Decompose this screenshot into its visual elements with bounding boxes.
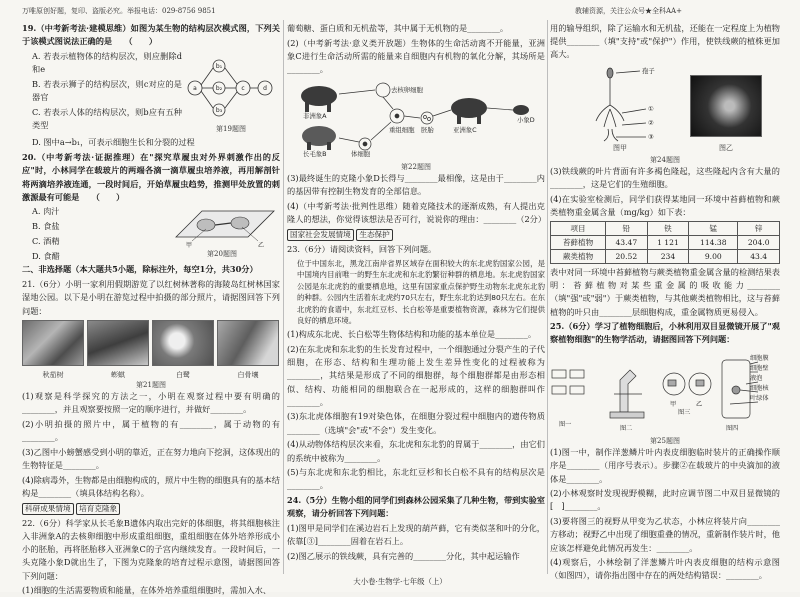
label-view-b: 乙 [696, 401, 703, 409]
metal-content-table [550, 221, 780, 264]
photo-fern [690, 75, 762, 137]
label-view-a: 甲 [670, 401, 677, 409]
table-header-cell: 锌 [738, 221, 780, 235]
svg-text:a: a [193, 84, 197, 92]
photo-egret [152, 320, 214, 366]
section-2-heading: 二、非选择题（本大题共5小题，除标注外，每空1分，共30分） [22, 264, 258, 275]
label-part-3: ③ [648, 133, 654, 142]
q22-part-3: (3)最终诞生的克隆小象D长得与________最相像，这是由于________内的基因带有控制生物发育的全部信息。 [287, 173, 545, 197]
svg-text:b₁: b₁ [215, 62, 223, 70]
label-part-2: ② [648, 119, 654, 128]
tag-label: 培育克隆象 [76, 503, 120, 515]
cloning-diagram [287, 78, 545, 158]
q23-tags [287, 228, 545, 241]
table-cell: 204.0 [738, 235, 780, 249]
figure-label: 图乙 [719, 144, 733, 153]
q19-option-b: B. 若表示狮子的结构层次，则c对应的是器官 [32, 78, 182, 103]
figure-label: 图四 [726, 425, 739, 433]
label-recombined-cell: 重组细胞 [389, 125, 415, 134]
column-1 [22, 22, 280, 596]
label-elephant-c: 亚洲象C [453, 125, 477, 134]
q19-option-d: D. 图中a→b₁，可表示细胞生长和分裂的过程 [32, 136, 195, 147]
table-cell: 20.52 [606, 249, 648, 263]
table-row [551, 249, 780, 263]
table-header-cell: 项目 [551, 221, 606, 235]
structure-level-diagram [185, 52, 277, 124]
q21-part-3: (3)乙图中小螃蟹感受到小明的靠近，正在努力地向下挖洞，这体现出的生物特征是________。 [22, 446, 280, 470]
photo-mangrove-tree [22, 320, 84, 366]
label-elephant-a: 非洲象A [303, 111, 327, 120]
reading-material: 位于中国东北，黑龙江南岸省界区域存在面积较大的东北虎豹国家公园，是中国境内目前唯一的野生东北虎和东北豹繁衍种群的栖息地。东北虎豹国家公园是东北虎豹的重要栖息地，这里有国家重点保护野生动物东北虎东北豹的种群。公园内生活着东北虎约70只左右，野生东北豹达到80只左右。在东北虎豹的食谱中，东北红豆杉、长白松等是重要植物资源，森林为它们提供良好的栖息环境。 [297, 258, 545, 326]
q25-part-4: (4)观察后，小林绘制了洋葱鳞片叶内表皮细胞的结构示意图（如图四），请你指出图中存在的两处结构错误：________。 [550, 557, 780, 581]
label-mammoth-b: 长毛象B [303, 149, 327, 158]
figure-label: 图二 [620, 425, 633, 433]
svg-text:乙: 乙 [258, 242, 265, 250]
cell-part-labels [750, 354, 769, 404]
table-header-cell: 铁 [647, 221, 689, 235]
label-calf-d: 小象D [517, 115, 535, 124]
label-somatic-cell: 体细胞 [351, 149, 371, 158]
table-header-row [551, 221, 780, 235]
q24-figure [550, 63, 780, 155]
svg-text:c: c [241, 84, 245, 92]
svg-text:b₃: b₃ [215, 106, 223, 114]
q22-part-1-cont: 葡萄糖、蛋白质和无机盐等，其中属于无机物的是________。 [287, 23, 509, 33]
slide-diagram [162, 207, 277, 249]
q23-part-5: (5)与东北虎和东北豹相比，东北红豆杉和长白松不具有的结构层次是________。 [287, 467, 545, 491]
table-cell: 43.4 [738, 249, 780, 263]
q24-part-4-text: 表中对同一环境中苔藓植物与蕨类植物重金属含量的检测结果表明：苔藓植物对某些重金属的吸收能力________（填"强"或"弱"）于蕨类植物，与其他蕨类植物相比，这与苔藓植物的叶只由________层细胞构成，重金属物质更易侵入。 [550, 266, 780, 317]
column-divider [283, 20, 284, 574]
question-21: 21.（6分）小明一家利用假期游览了以红树林著称的海陵岛红树林国家湿地公园。以下是小明在游览过程中拍摄的部分照片，请据图回答下列问题： [22, 279, 280, 316]
q22-part-1: (1)细胞的生活需要物质和能量，在体外培养重组细胞时，需加入水、 [22, 585, 272, 596]
table-cell: 234 [647, 249, 689, 263]
svg-text:d: d [263, 84, 267, 92]
q21-part-4: (4)除病毒外，生物都是由细胞构成的，照片中生物的细胞具有的基本结构是________（填具体结构名称）。 [22, 474, 280, 498]
q24-part-2: (2)图乙展示的铁线蕨，具有完善的________分化，其中起运输作 [287, 550, 520, 561]
q24-part-2-cont: 用的输导组织，除了运输水和无机盐，还能在一定程度上为植物提供________（填"支持"或"保护"）作用，使铁线蕨的植株更加高大。 [550, 23, 780, 60]
figure-caption: 第20题图 [207, 250, 237, 259]
photo-label: 蟛蜞 [111, 370, 125, 379]
cell-label: 叶绿体 [750, 395, 769, 403]
table-header-cell: 铅 [606, 221, 648, 235]
moss-diagram [570, 65, 680, 145]
q19-option-a: A. 若表示植物体的结构层次，则应删除d和e [32, 50, 182, 75]
label-part-1: ① [648, 105, 654, 114]
q20-option-c: C. 酒精 [32, 235, 60, 246]
q21-part-2: (2)小明拍摄的照片中，属于植物的有________，属于动物的有________。 [22, 418, 280, 443]
table-cell: 9.00 [689, 249, 738, 263]
q25-figure [550, 348, 780, 436]
q23-part-2: (2)在东北虎和东北豹的生长发育过程中，一个细胞通过分裂产生的子代细胞，在形态、结构和生理功能上发生差异性变化的过程被称为________，其结果是形成了不同的细胞群，每个细胞群都是由形态相似、结构、功能相同的细胞联合在一起形成的，这样的细胞群叫作________。 [287, 343, 545, 407]
cell-label: 细胞核 [750, 385, 769, 393]
resource-note: 教辅资源，关注公众号★全科AA+ [575, 7, 682, 15]
figure-caption: 第22题图 [401, 163, 431, 172]
figure-label: 图甲 [613, 144, 627, 153]
q23-part-4: (4)从动物体结构层次来看，东北虎和东北豹的胃属于________，由它们的系统中被称为________。 [287, 439, 545, 463]
question-19: 19.（中考新考法·建模思维）如图为某生物的结构层次模式图，下列关于该模式图说法正确的是 （ ） [22, 23, 280, 47]
cell-label: 细胞壁 [750, 365, 769, 373]
q22-part-2: (2)（中考新考法·意义类开放题）生物体的生命活动离不开能量，亚洲象C进行生命活动所需的能量来自细胞内有机物的氧化分解，其场所是________。 [287, 37, 545, 75]
table-cell: 1 121 [647, 235, 689, 249]
q25-part-1: (1)图一中，制作洋葱鳞片叶内表皮细胞临时装片的正确操作顺序是________（用序号表示）。步骤②在载玻片的中央滴加的液体是________。 [550, 447, 780, 484]
q24-part-1: (1)图甲是同学们在溪边岩石上发现的葫芦藓，它有类似茎和叶的分化，依靠[③]________固着在岩石上。 [287, 523, 545, 547]
table-cell: 43.47 [606, 235, 648, 249]
tag-label: 生态保护 [356, 229, 392, 241]
photo-white-mangrove [217, 320, 279, 366]
figure-label: 图一 [559, 421, 572, 429]
label-embryo: 胚胎 [421, 125, 434, 134]
table-cell: 苔藓植物 [551, 235, 606, 249]
page-footer: 大小卷·生物学·七年级（上） [353, 576, 447, 586]
cell-label: 液泡 [750, 375, 763, 383]
table-cell: 114.38 [689, 235, 738, 249]
question-20: 20.（中考新考法·证据推理）在"探究草履虫对外界刺激作出的反应"时，小林同学在载玻片的两端各滴一滴草履虫培养液，再用解剖针将两滴培养液连通，一段时间后，开始草履虫趋势，推测甲处放置的刺激源最有可能是 （ ） [22, 152, 280, 202]
q20-option-d: D. 食醋 [32, 250, 60, 261]
q21-part-1: (1)观察是科学探究的方法之一，小明在观察过程中要有明确的________，并且观察要按照一定的顺序进行，并做好________。 [22, 390, 280, 415]
svg-text:b₂: b₂ [215, 84, 223, 92]
label-enucleated-egg: 去核卵细胞 [391, 85, 423, 94]
q20-block [22, 205, 280, 263]
q23-part-1: (1)构成东北虎、长白松等生物体结构和功能的基本单位是________。 [287, 329, 537, 340]
label-spore: 孢子 [642, 67, 655, 76]
q21-photos [22, 320, 280, 380]
microscope-diagram [550, 350, 778, 436]
q24-part-3: (3)铁线蕨的叶片背面有许多褐色隆起，这些隆起内含有大量的________，这是它们的生殖细胞。 [550, 166, 780, 190]
cell-label: 细胞膜 [750, 355, 769, 363]
q24-part-4: (4)在实验室检测后，同学们获得某地同一环境中苔藓植物和蕨类植物重金属含量（mg/kg）如下表： [550, 194, 780, 218]
figure-caption: 第19题图 [216, 124, 246, 133]
tag-label: 科研成果情境 [22, 503, 74, 515]
q22-tags [22, 502, 280, 515]
svg-text:甲: 甲 [186, 242, 193, 250]
figure-caption: 第21题图 [136, 380, 166, 389]
q22-part-4: (4)（中考新考法·批判性思维）随着克隆技术的逐渐成熟，有人提出克隆人的想法，你觉得该想法是否可行，说说你的理由：________（2分） [287, 200, 547, 225]
column-2 [287, 22, 545, 572]
q25-part-2: (2)小林观察时发现视野模糊，此时应调节图二中双目显微镜的[ ]________。 [550, 488, 780, 512]
q19-option-c: C. 若表示人体的结构层次，则b应有五种类型 [32, 106, 182, 130]
photo-label: 秋茄树 [42, 370, 64, 379]
q20-option-a: A. 肉汁 [32, 206, 60, 217]
q20-option-b: B. 食盐 [32, 221, 60, 232]
figure-caption: 第24题图 [650, 156, 680, 165]
table-header-cell: 锰 [689, 221, 738, 235]
table-cell: 蕨类植物 [551, 249, 606, 263]
photo-label: 白鹭 [176, 370, 190, 379]
photo-crab [87, 320, 149, 366]
column-3 [550, 22, 780, 581]
copyright-note: 万唯原创好题，复印、盗版必究。举报电话：029-8756 9851 [22, 7, 216, 15]
table-row [551, 235, 780, 249]
column-divider [547, 20, 548, 574]
question-22: 22.（6分）科学家从长毛象B遗体内取出完好的体细胞，将其细胞核注入非洲象A的去核卵细胞中形成重组细胞，重组细胞在体外培养形成小小的胚胎，再将胚胎移入亚洲象C的子宫内继续发育。一段时间后，一头克隆小象D就出生了，下图为克隆象的培育过程示意图，请据图回答下列问题： [22, 517, 280, 581]
q25-part-3: (3)要将图三的视野从甲变为乙状态，小林应将装片向________方移动；视野乙中出现了细胞重叠的情况，重新制作装片时，他应该怎样避免此情况再发生：________。 [550, 516, 780, 553]
tag-label: 国家社会发展情境 [287, 229, 354, 241]
question-23: 23.（6分）请阅读资料，回答下列问题。 [287, 244, 437, 255]
question-24: 24.（5分）生物小组的同学们到森林公园采集了几种生物，带到实验室观察，请分析回答下列问题： [287, 495, 545, 519]
figure-caption: 第25题图 [650, 437, 680, 446]
q23-part-3: (3)东北虎体细胞有19对染色体，在细胞分裂过程中细胞内的遗传物质________（选填"会"或"不会"）发生变化。 [287, 411, 545, 435]
photo-label: 白骨壤 [237, 370, 259, 379]
figure-label: 图三 [678, 409, 691, 417]
question-25: 25.（6分）学习了植物细胞后，小林利用双目显微镜开展了"观察植物细胞"的生物学活动，请据图回答下列问题： [550, 321, 780, 345]
q19-block [22, 50, 280, 136]
